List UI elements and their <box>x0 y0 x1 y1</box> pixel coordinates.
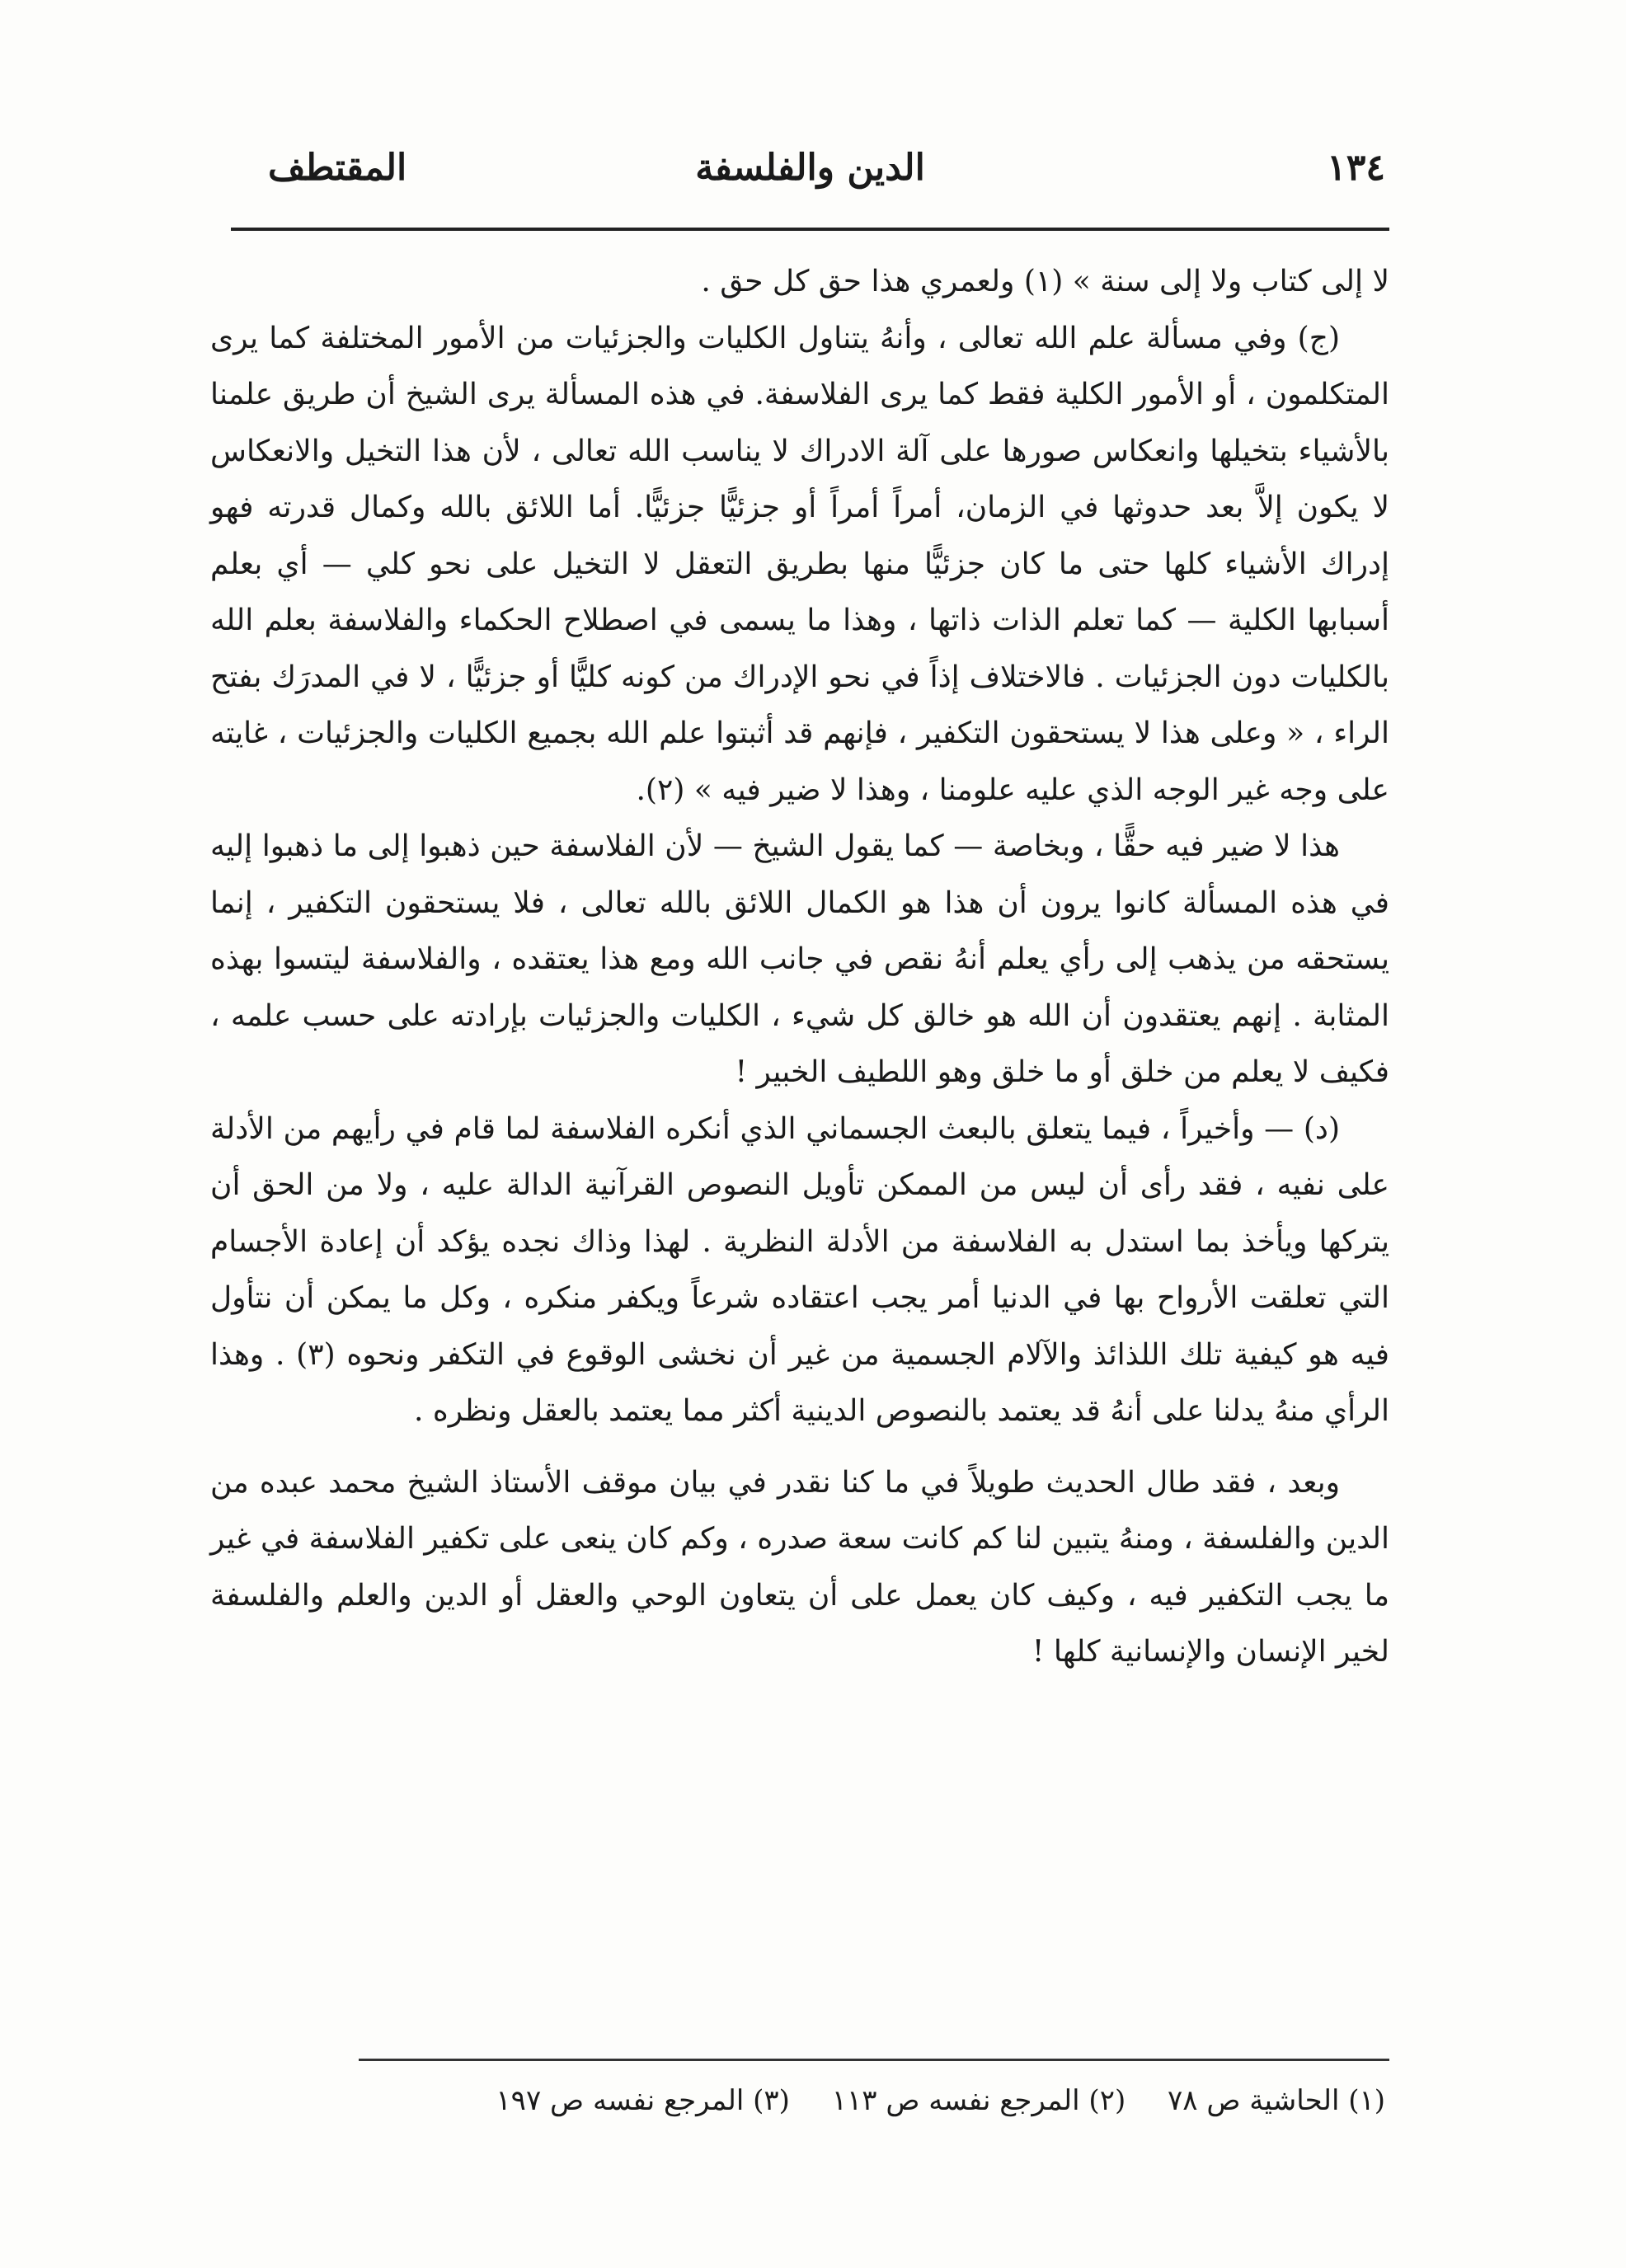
footnote-1: (١) الحاشية ص ٧٨ <box>1168 2084 1385 2117</box>
body-text <box>210 254 1389 1681</box>
running-title: الدين والفلسفة <box>695 147 925 189</box>
footnote-rule <box>359 2059 1389 2061</box>
paragraph-3: هذا لا ضير فيه حقًّا ، وبخاصة — كما يقول الشيخ — لأن الفلاسفة حين ذهبوا إلى ما ذهبوا إليه في هذه المسألة كانوا يرون أن هذا هو الكمال اللائق بالله تعالى ، فلا يستحقون التكفير ، إنما يستحقه من يذهب إلى رأي يعلم أنهُ نقص في جانب الله ومع هذا يعتقده ، والفلاسفة ليتسوا بهذه المثابة . إنهم يعتقدون أن الله هو خالق كل شيء ، الكليات والجزئيات بإرادته على حسب علمه ، فكيف لا يعلم من خلق أو ما خلق وهو اللطيف الخبير ! <box>210 829 1389 1089</box>
header-rule <box>231 228 1389 231</box>
page-number: ١٣٤ <box>1327 147 1385 189</box>
paragraph-5: وبعد ، فقد طال الحديث طويلاً في ما كنا نقدر في بيان موقف الأستاذ الشيخ محمد عبده من الدين والفلسفة ، ومنهُ يتبين لنا كم كانت سعة صدره ، وكم كان ينعى على تكفير الفلاسفة في غير ما يجب التكفير فيه ، وكيف كان يعمل على أن يتعاون الوحي والعقل أو الدين والعلم والفلسفة لخير الإنسان والإنسانية كلها ! <box>209 1465 1389 1669</box>
page-header <box>235 147 1385 213</box>
footnote-2: (٢) المرجع نفسه ص ١١٣ <box>831 2084 1126 2117</box>
paragraph-4: (د) — وأخيراً ، فيما يتعلق بالبعث الجسماني الذي أنكره الفلاسفة لما قام في رأيهم من الأدلة على نفيه ، فقد رأى أن ليس من الممكن تأويل النصوص القرآنية الدالة عليه ، ولا من الحق أن يتركها ويأخذ بما استدل به الفلاسفة من الأدلة النظرية . لهذا وذاك نجده يؤكد أن إعادة الأجسام التي تعلقت الأرواح بها في الدنيا أمر يجب اعتقاده شرعاً ويكفر منكره ، وكل ما يمكن أن نتأول فيه هو كيفية تلك اللذائذ والآلام الجسمية من غير أن نخشى الوقوع في التكفر ونحوه (٣) . وهذا الرأي منهُ يدلنا على أنهُ قد يعتمد بالنصوص الدينية أكثر مما يعتمد بالعقل ونظره . <box>210 1111 1390 1428</box>
journal-name: المقتطف <box>268 147 407 189</box>
footnotes <box>363 2076 1385 2125</box>
paragraph-1: لا إلى كتاب ولا إلى سنة » (١) ولعمري هذا حق كل حق . <box>701 265 1389 298</box>
paragraph-2: (ج) وفي مسألة علم الله تعالى ، وأنهُ يتناول الكليات والجزئيات من الأمور المختلفة كما يرى المتكلمون ، أو الأمور الكلية فقط كما يرى الفلاسفة. في هذه المسألة يرى الشيخ أن طريق علمنا بالأشياء بتخيلها وانعكاس صورها على آلة الادراك لا يناسب الله تعالى ، لأن هذا التخيل والانعكاس لا يكون إلاَّ بعد حدوثها في الزمان، أمراً أمراً أو جزئيًّا جزئيًّا. أما اللائق بالله وكمال قدرته فهو إدراك الأشياء كلها حتى ما كان جزئيًّا منها بطريق التعقل لا التخيل على نحو كلي — أي بعلم أسبابها الكلية — كما تعلم الذات ذاتها ، وهذا ما يسمى في اصطلاح الحكماء والفلاسفة بعلم الله بالكليات دون الجزئيات . فالاختلاف إذاً في نحو الإدراك من كونه كليًّا أو جزئيًّا ، لا في المدرَك بفتح الراء ، « وعلى هذا لا يستحقون التكفير ، فإنهم قد أثبتوا علم الله بجميع الكليات والجزئيات ، غايته على وجه غير الوجه الذي عليه علومنا ، وهذا لا ضير فيه » (٢). <box>210 321 1389 807</box>
footnote-3: (٣) المرجع نفسه ص ١٩٧ <box>496 2084 790 2117</box>
